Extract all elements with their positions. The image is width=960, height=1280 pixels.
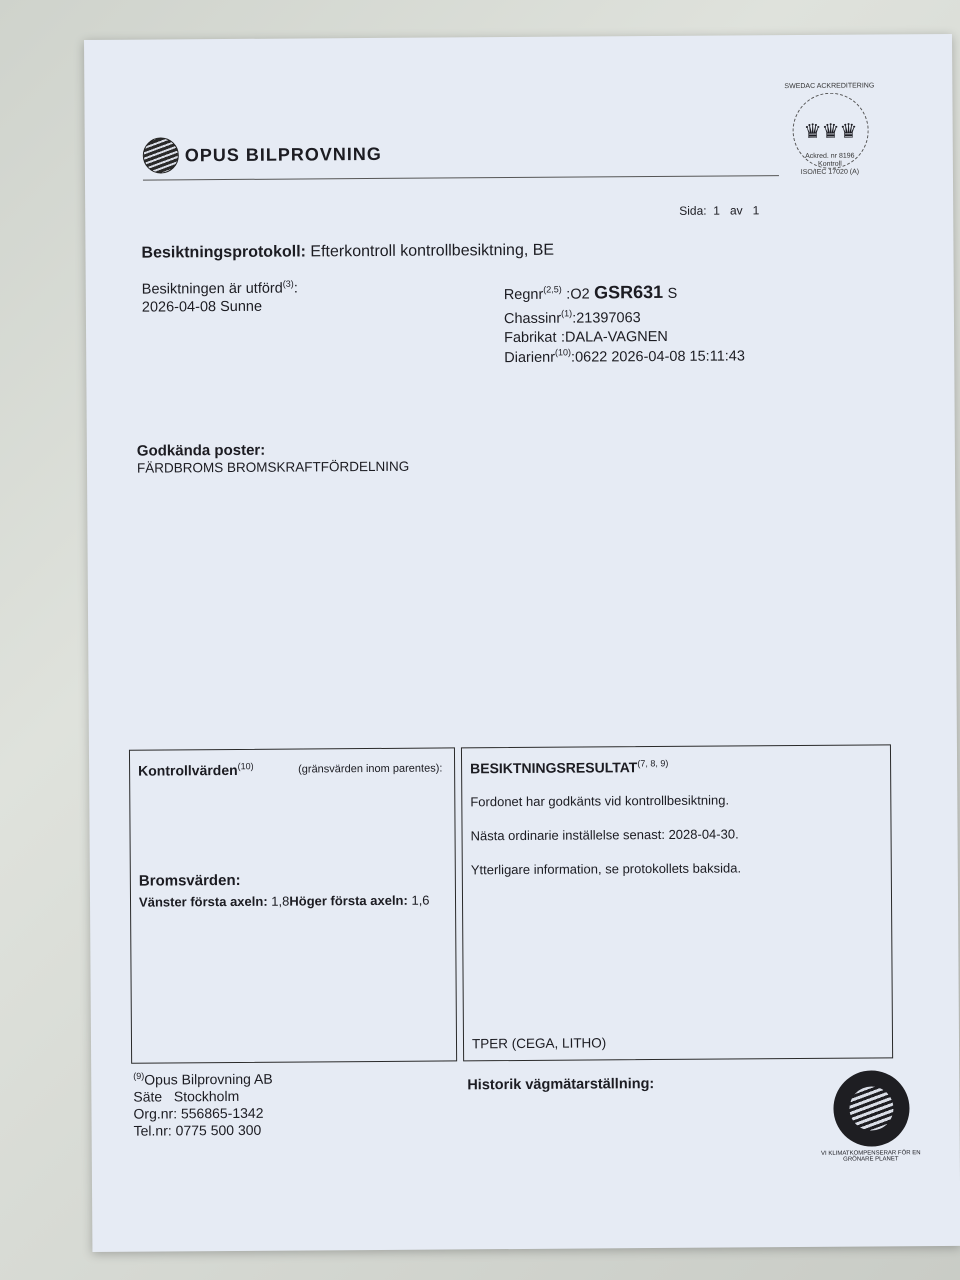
regnr-label: Regnr [503, 286, 544, 304]
chassinr-label: Chassinr [503, 310, 562, 328]
chassinr-value: :21397063 [572, 310, 641, 327]
performed-label-row [141, 278, 298, 298]
performed-value: 2026-04-08 Sunne [141, 298, 263, 316]
limit-note: (gränsvärden inom parentes): [298, 762, 443, 776]
seal-line-3: ISO/IEC 17020 (A) [800, 168, 860, 176]
result-line-3: Ytterligare information, se protokollets baksida. [470, 860, 742, 878]
control-values-sup: (10) [237, 761, 254, 772]
result-title: BESIKTNINGSRESULTAT [470, 759, 638, 777]
brake-values-heading: Bromsvärden: [138, 871, 241, 890]
result-line-1: Fordonet har godkänts vid kontrollbesiktning. [470, 792, 730, 810]
fabrikat-value: :DALA-VAGNEN [560, 328, 668, 346]
fabrikat-label: Fabrikat [504, 329, 557, 347]
title-rest: Efterkontroll kontrollbesiktning, BE [310, 241, 555, 261]
control-values-title: Kontrollvärden [138, 761, 238, 779]
page-label: Sida: [679, 203, 707, 218]
company-info [133, 1071, 273, 1140]
inspector-code: TPER (CEGA, LITHO) [471, 1035, 607, 1052]
performed-colon: : [293, 280, 298, 297]
regnr-suffix: S [667, 285, 678, 302]
page-indicator [679, 203, 759, 218]
diarienr-label: Diarienr [504, 349, 556, 367]
company-seat: Säte Stockholm [133, 1087, 240, 1105]
globe-logo-icon [143, 137, 179, 173]
seal-line-2: Kontroll [817, 160, 842, 168]
regnr-prefix: :O2 [566, 286, 590, 303]
inspection-result-box [461, 744, 893, 1061]
company-name: Opus Bilprovning AB [144, 1070, 273, 1088]
title-bold: Besiktningsprotokoll: [141, 243, 306, 262]
seal-ring-text: SWEDAC ACKREDITERING [784, 82, 875, 91]
protocol-title [141, 242, 554, 263]
result-sup: (7, 8, 9) [637, 758, 669, 769]
left-axle-label: Vänster första axeln: [138, 893, 268, 910]
regnr-row [504, 282, 678, 304]
fabrikat-row [504, 328, 668, 347]
regnr-sup: (2,5) [543, 284, 562, 295]
chassinr-sup: (1) [561, 308, 573, 319]
climate-globe-icon [849, 1086, 893, 1130]
brake-values-row [139, 893, 430, 910]
company-sup: (9) [133, 1070, 145, 1082]
company-org-nr: Org.nr: 556865-1342 [133, 1104, 264, 1122]
right-axle-label: Höger första axeln: [289, 892, 408, 909]
odometer-history-heading: Historik vägmätarställning: [467, 1076, 655, 1094]
approved-item: FÄRDBROMS BROMSKRAFTFÖRDELNING [136, 458, 410, 476]
result-header [470, 759, 668, 776]
result-line-2: Nästa ordinarie inställelse senast: 2028-04-30. [470, 826, 739, 844]
control-values-header [138, 762, 254, 779]
page-total: 1 [752, 203, 760, 218]
brand-name: OPUS BILPROVNING [184, 143, 382, 165]
climate-compensation-badge [833, 1070, 910, 1147]
company-name-row [133, 1071, 273, 1089]
climate-badge-text: VI KLIMATKOMPENSERAR FÖR EN GRÖNARE PLANET [820, 1150, 921, 1163]
diarienr-sup: (10) [554, 347, 572, 358]
control-values-box [129, 747, 457, 1063]
right-axle-value: 1,6 [411, 892, 430, 908]
header-divider [143, 175, 779, 180]
company-phone: Tel.nr: 0775 500 300 [133, 1121, 262, 1139]
brand-logo [143, 136, 382, 174]
three-crowns-icon: ♛♛♛ [803, 120, 858, 143]
diarienr-row [504, 347, 745, 367]
seal-line-1: Ackred. nr 8196 [805, 152, 855, 160]
chassinr-row [504, 309, 641, 328]
performed-sup: (3) [282, 278, 294, 289]
regnr-value: GSR631 [594, 281, 664, 303]
diarienr-value: :0622 2026-04-08 15:11:43 [570, 348, 745, 366]
inspection-protocol-sheet [84, 34, 960, 1252]
page-of-label: av [729, 203, 743, 218]
left-axle-value: 1,8 [271, 893, 290, 909]
approved-heading: Godkända poster: [136, 441, 266, 460]
performed-label: Besiktningen är utförd [141, 280, 283, 298]
page-number: 1 [713, 203, 720, 218]
